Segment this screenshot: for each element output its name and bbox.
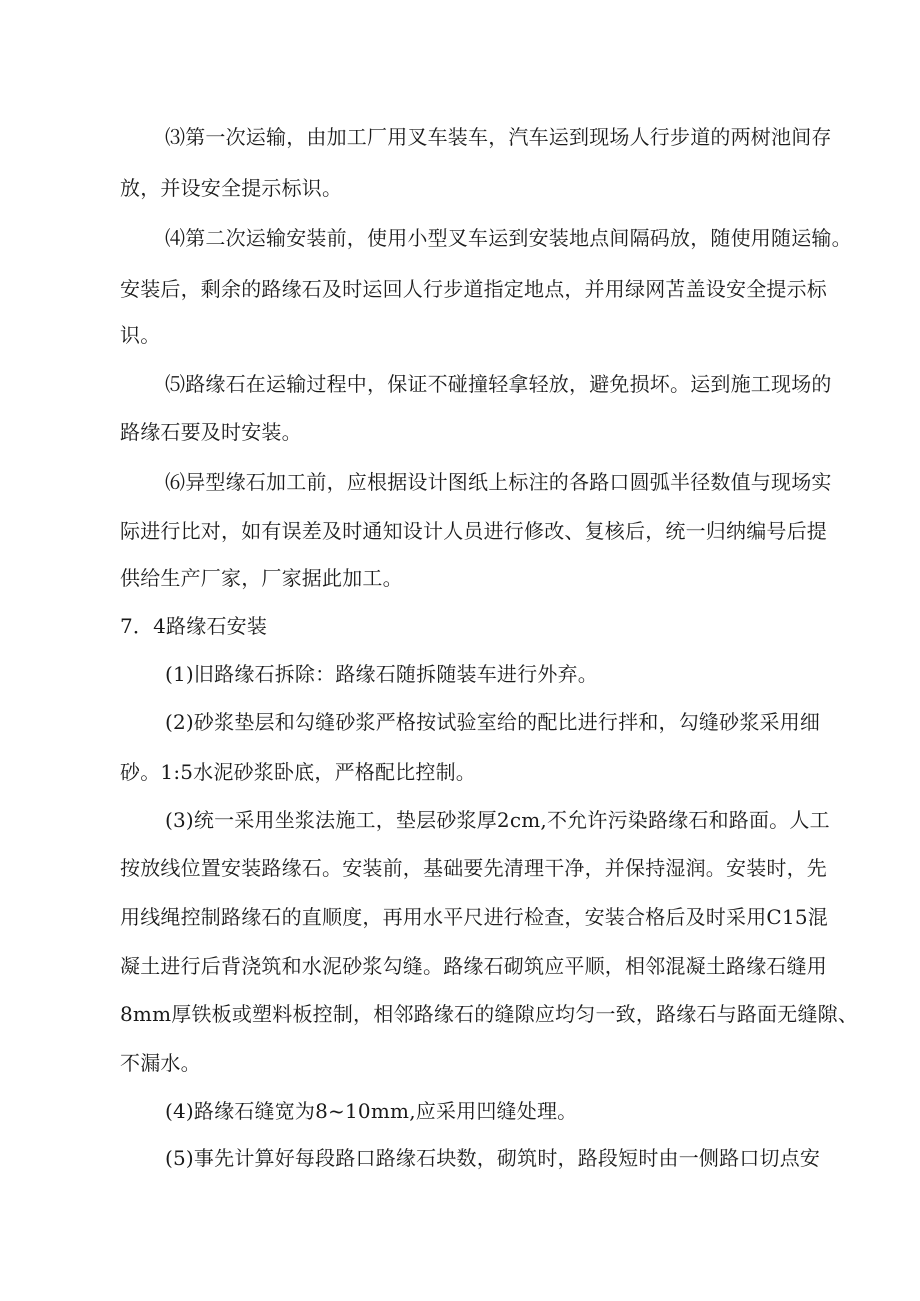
text-line: ⑷第二次运输安装前，使用小型叉车运到安装地点间隔码放，随使用随运输。 — [165, 226, 852, 250]
text-line: 凝土进行后背浇筑和水泥砂浆勾缝。路缘石砌筑应平顺，相邻混凝土路缘石缝用 — [120, 954, 827, 978]
text-line: 不漏水。 — [120, 1051, 201, 1075]
text-line: 砂。1:5水泥砂浆卧底，严格配比控制。 — [120, 760, 476, 784]
text-line: 按放线位置安装路缘石。安装前，基础要先清理干净，并保持湿润。安装时，先 — [120, 856, 827, 880]
text-line: ⑸路缘石在运输过程中，保证不碰撞轻拿轻放，避免损坏。运到施工现场的 — [165, 372, 832, 396]
text-line: (1)旧路缘石拆除：路缘石随拆随装车进行外弃。 — [165, 662, 598, 686]
text-line: 识。 — [120, 323, 161, 347]
text-line: 供给生产厂家，厂家据此加工。 — [120, 566, 403, 590]
section-heading: 7．4路缘石安装 — [120, 614, 268, 638]
text-line: 用线绳控制路缘石的直顺度，再用水平尺进行检查，安装合格后及时采用C15混 — [120, 905, 828, 929]
text-line: 路缘石要及时安装。 — [120, 420, 302, 444]
text-line: (2)砂浆垫层和勾缝砂浆严格按试验室给的配比进行拌和，勾缝砂浆采用细 — [165, 710, 821, 734]
text-line: (5)事先计算好每段路口路缘石块数，砌筑时，路段短时由一侧路口切点安 — [165, 1146, 821, 1170]
text-line: (3)统一采用坐浆法施工，垫层砂浆厚2cm,不允许污染路缘石和路面。人工 — [165, 808, 830, 832]
text-line: 际进行比对，如有误差及时通知设计人员进行修改、复核后，统一归纳编号后提 — [120, 519, 827, 543]
text-line: 放，并设安全提示标识。 — [120, 176, 343, 200]
text-line: 8mm厚铁板或塑料板控制，相邻路缘石的缝隙应均匀一致，路缘石与路面无缝隙、 — [120, 1002, 859, 1026]
text-line: ⑶第一次运输，由加工厂用叉车装车，汽车运到现场人行步道的两树池间存 — [165, 125, 832, 149]
text-line: ⑹异型缘石加工前，应根据设计图纸上标注的各路口圆弧半径数值与现场实 — [165, 470, 832, 494]
text-line: (4)路缘石缝宽为8~10mm,应采用凹缝处理。 — [165, 1099, 578, 1123]
text-line: 安装后，剩余的路缘石及时运回人行步道指定地点，并用绿网苫盖设安全提示标 — [120, 277, 827, 301]
